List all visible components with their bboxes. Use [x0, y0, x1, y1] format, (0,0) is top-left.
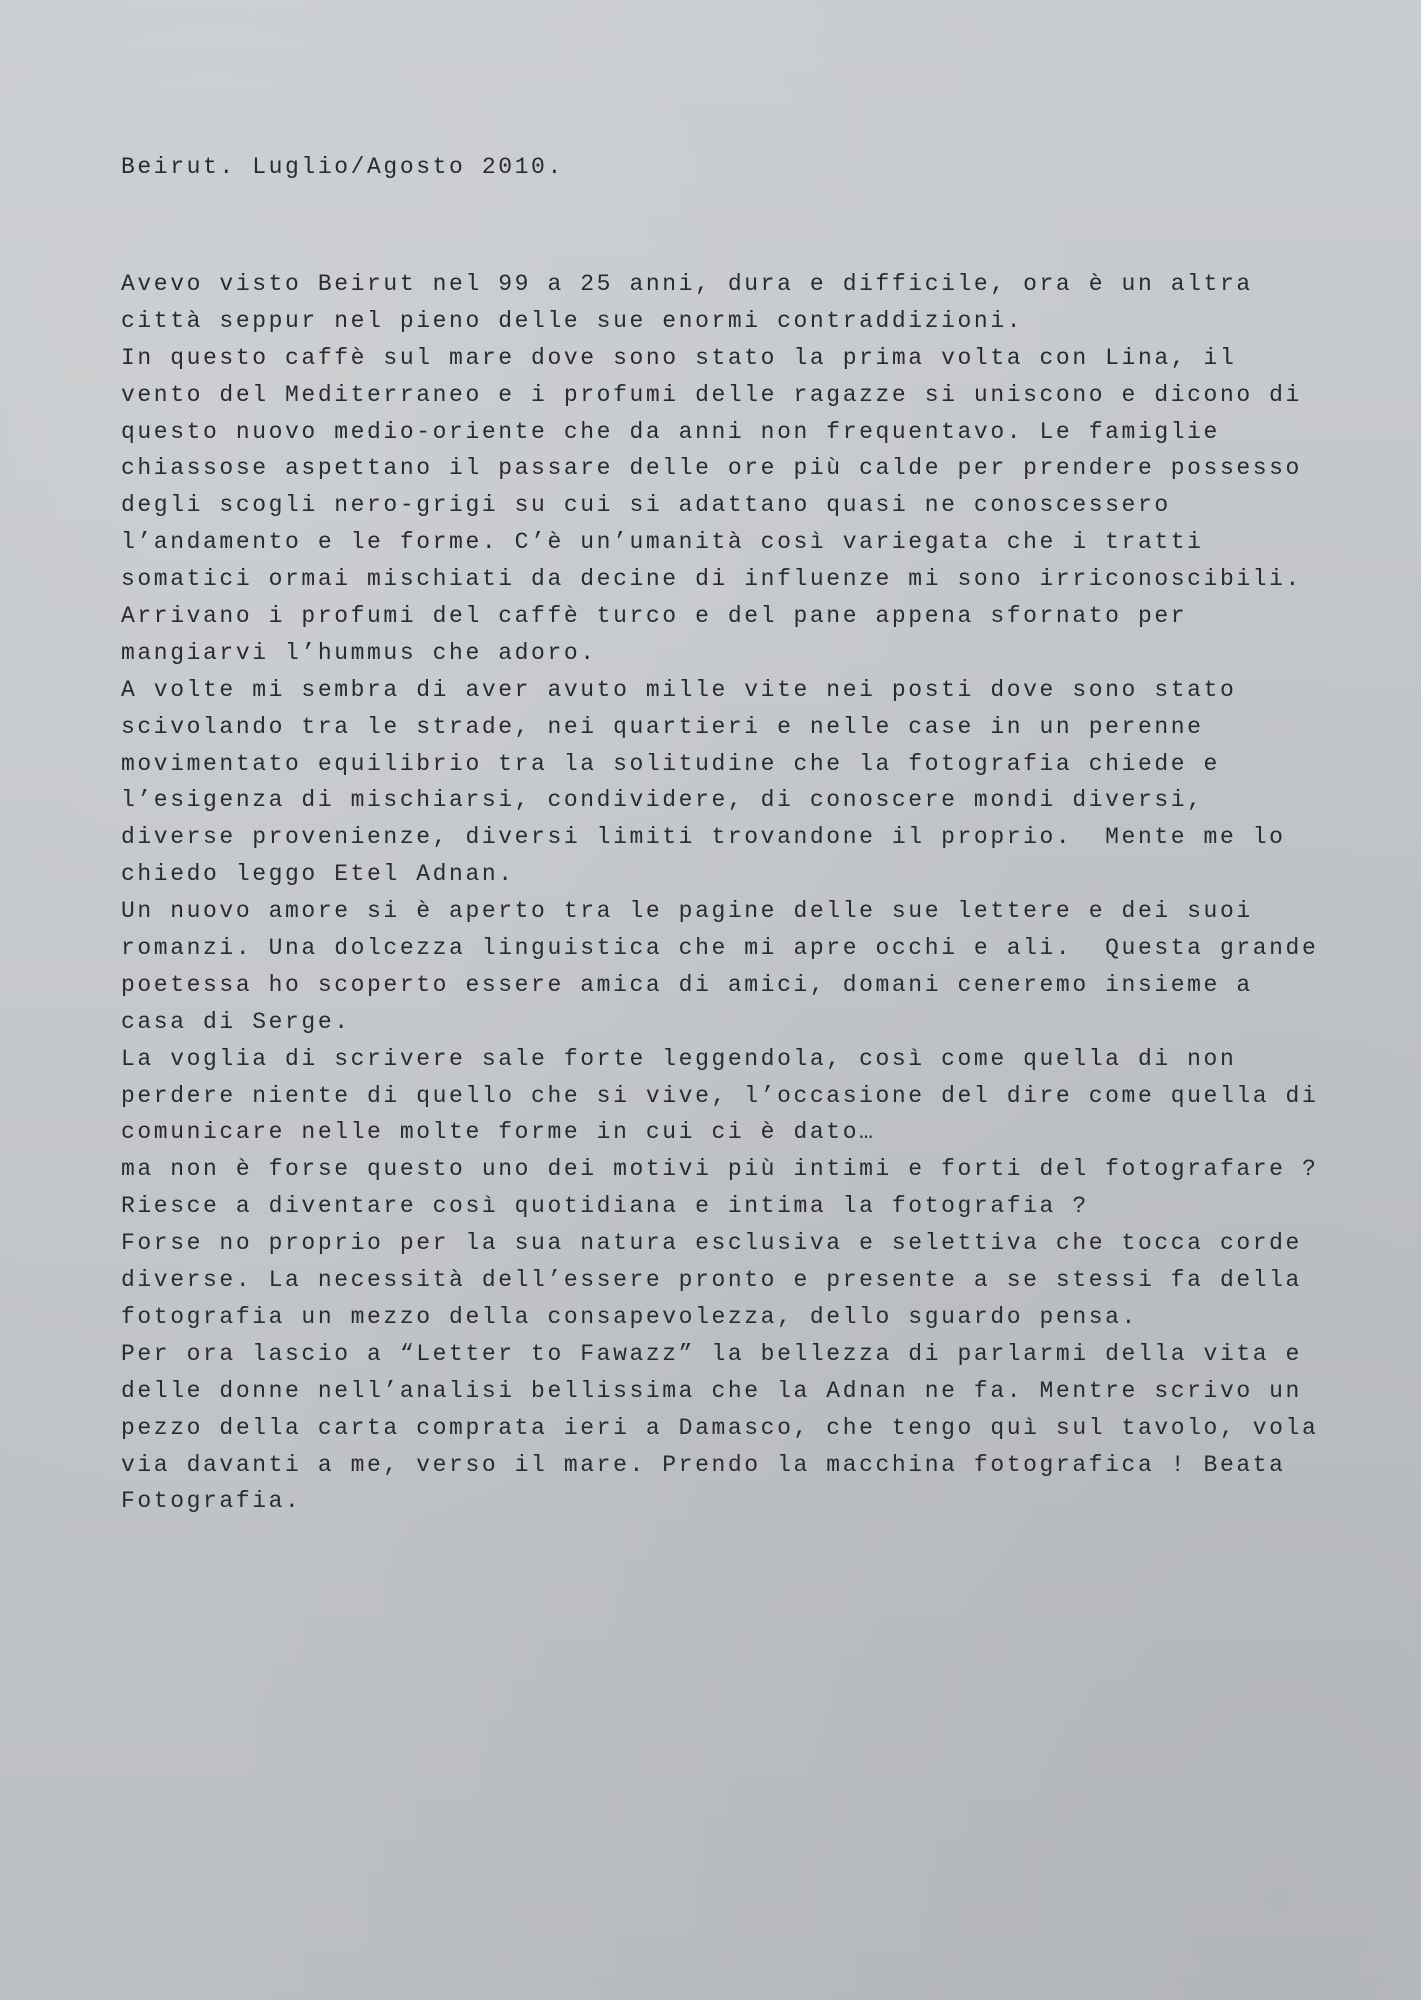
- text-line: Un nuovo amore si è aperto tra le pagine delle sue lettere e dei suoi: [121, 898, 1253, 925]
- text-line: movimentato equilibrio tra la solitudine che la fotografia chiede e: [121, 750, 1220, 777]
- text-line: A volte mi sembra di aver avuto mille vite nei posti dove sono stato: [121, 676, 1237, 703]
- text-line: Per ora lascio a “Letter to Fawazz” la bellezza di parlarmi della vita e: [121, 1340, 1302, 1367]
- text-line: scivolando tra le strade, nei quartieri e nelle case in un perenne: [121, 713, 1204, 740]
- text-line: somatici ormai mischiati da decine di influenze mi sono irriconoscibili.: [121, 566, 1302, 593]
- text-line: città seppur nel pieno delle sue enormi contraddizioni.: [121, 307, 1024, 334]
- text-line: mangiarvi l’hummus che adoro.: [121, 639, 597, 666]
- text-line: Forse no proprio per la sua natura esclusiva e selettiva che tocca corde: [121, 1230, 1302, 1257]
- text-line: Fotografia.: [121, 1488, 302, 1515]
- page-heading: Beirut. Luglio/Agosto 2010.: [121, 154, 564, 180]
- text-line: In questo caffè sul mare dove sono stato la prima volta con Lina, il: [121, 344, 1237, 371]
- text-line: ma non è forse questo uno dei motivi più intimi e forti del fotografare ?: [121, 1156, 1319, 1183]
- text-line: vento del Mediterraneo e i profumi delle ragazze si uniscono e dicono di: [121, 381, 1302, 408]
- text-line: Riesce a diventare così quotidiana e intima la fotografia ?: [121, 1193, 1089, 1220]
- text-line: perdere niente di quello che si vive, l’occasione del dire come quella di: [121, 1082, 1319, 1109]
- text-line: fotografia un mezzo della consapevolezza, dello sguardo pensa.: [121, 1303, 1138, 1330]
- text-line: l’andamento e le forme. C’è un’umanità così variegata che i tratti: [121, 529, 1204, 556]
- text-line: l’esigenza di mischiarsi, condividere, di conoscere mondi diversi,: [121, 787, 1204, 814]
- text-line: Arrivano i profumi del caffè turco e del pane appena sfornato per: [121, 603, 1188, 630]
- text-line: diverse. La necessità dell’essere pronto e presente a se stessi fa della: [121, 1267, 1302, 1294]
- body-text: [121, 266, 1318, 1520]
- text-line: questo nuovo medio-oriente che da anni non frequentavo. Le famiglie: [121, 418, 1220, 445]
- text-line: diverse provenienze, diversi limiti trovandone il proprio. Mente me lo: [121, 824, 1286, 851]
- text-line: Avevo visto Beirut nel 99 a 25 anni, dura e difficile, ora è un altra: [121, 271, 1253, 297]
- text-line: chiedo leggo Etel Adnan.: [121, 861, 515, 888]
- text-line: pezzo della carta comprata ieri a Damasco, che tengo quì sul tavolo, vola: [121, 1414, 1319, 1441]
- text-line: La voglia di scrivere sale forte leggendola, così come quella di non: [121, 1045, 1237, 1072]
- text-line: poetessa ho scoperto essere amica di amici, domani ceneremo insieme a: [121, 971, 1253, 998]
- text-line: romanzi. Una dolcezza linguistica che mi apre occhi e ali. Questa grande: [121, 935, 1319, 962]
- text-line: chiassose aspettano il passare delle ore più calde per prendere possesso: [121, 455, 1302, 482]
- text-line: via davanti a me, verso il mare. Prendo la macchina fotografica ! Beata: [121, 1451, 1286, 1478]
- text-line: comunicare nelle molte forme in cui ci è dato…: [121, 1119, 876, 1146]
- text-line: degli scogli nero-grigi su cui si adattano quasi ne conoscessero: [121, 492, 1171, 519]
- text-line: casa di Serge.: [121, 1008, 351, 1035]
- text-line: delle donne nell’analisi bellissima che la Adnan ne fa. Mentre scrivo un: [121, 1377, 1302, 1404]
